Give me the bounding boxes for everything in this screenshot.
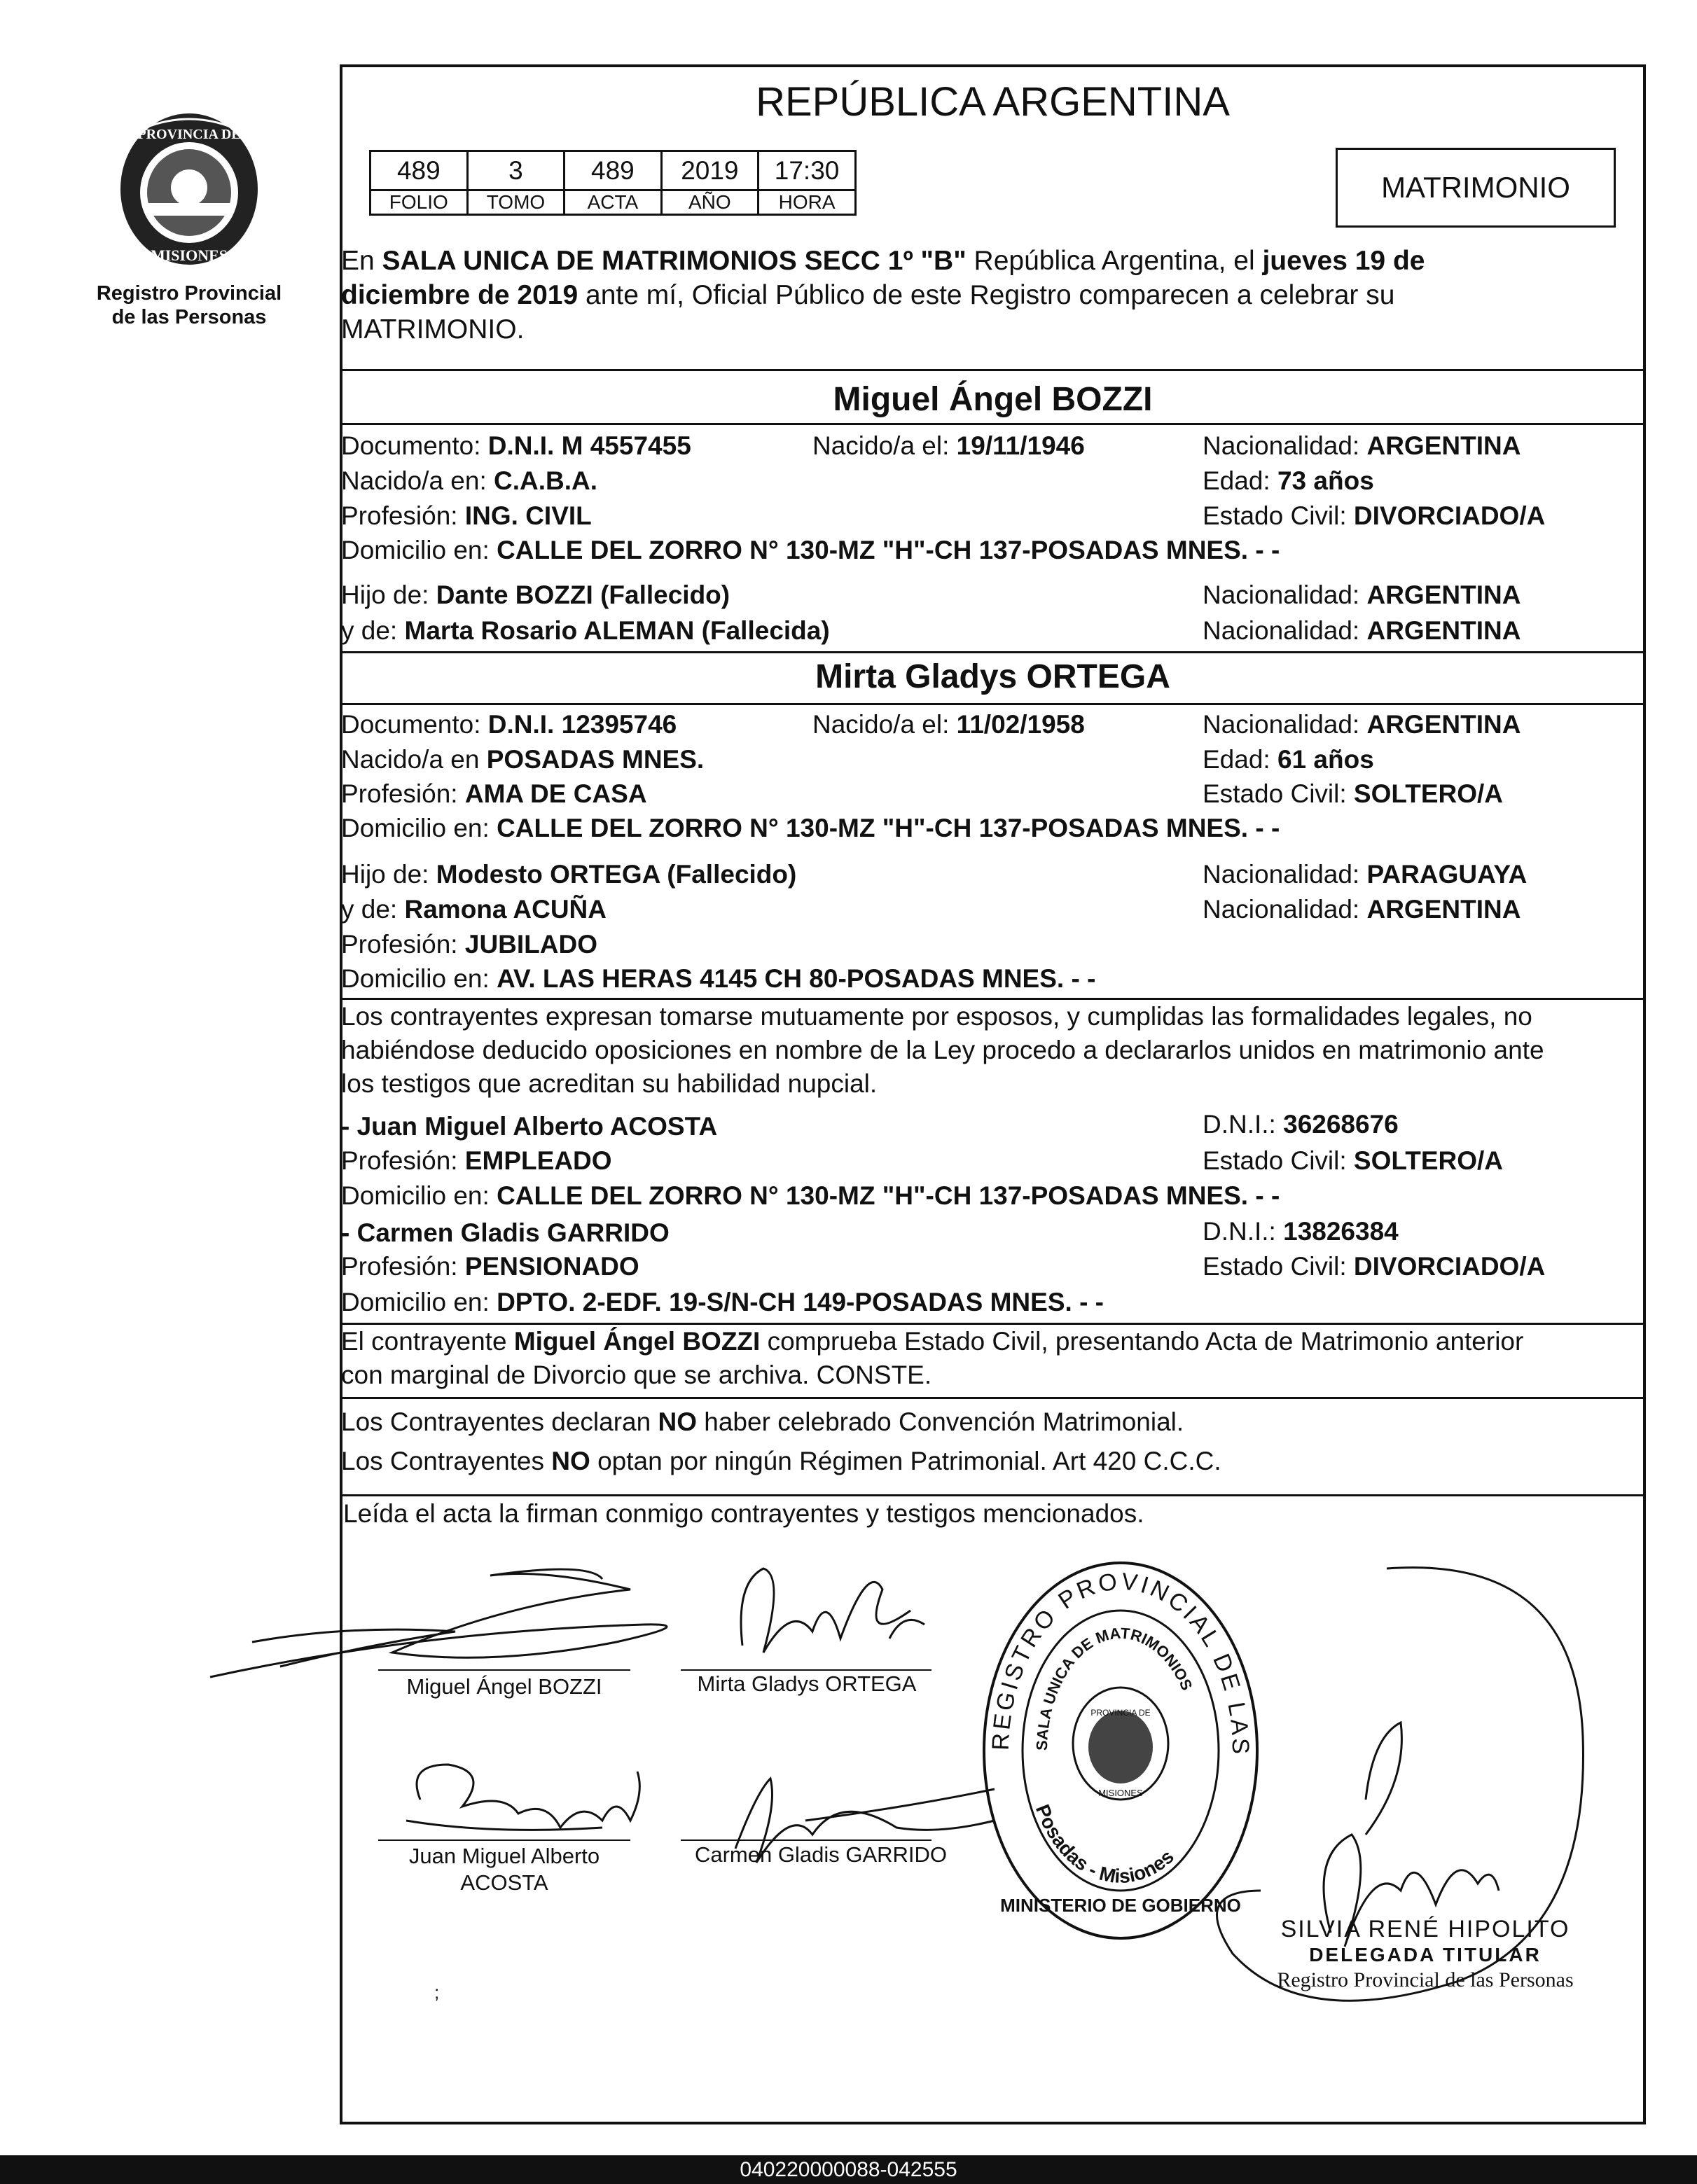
spouse2-name: Mirta Gladys ORTEGA [815, 658, 1170, 695]
signature-label-bozzi: Miguel Ángel BOZZI [406, 1674, 602, 1699]
spouse1-document: Documento: D.N.I. M 4557455 [341, 431, 691, 460]
spouse1-father-nationality: Nacionalidad: ARGENTINA [1203, 580, 1521, 609]
stamp-seal-bottom: MISIONES [1098, 1788, 1143, 1798]
folio-value: 489 [370, 151, 468, 190]
witness2-address: Domicilio en: DPTO. 2-EDF. 19-S/N-CH 149-POSADAS MNES. - - [341, 1288, 1104, 1316]
seal-text-bottom: MISIONES [150, 246, 228, 264]
official-office: Registro Provincial de las Personas [1277, 1968, 1574, 1991]
stamp-seal-top: PROVINCIA DE [1090, 1708, 1151, 1718]
stamp-bottom-text: MINISTERIO DE GOBIERNO [1000, 1895, 1241, 1916]
signature-ortega [741, 1569, 924, 1653]
spouse2-mother: y de: Ramona ACUÑA [341, 895, 607, 924]
official-round-stamp [974, 1554, 1268, 1947]
spouse1-birthdate: Nacido/a el: 19/11/1946 [812, 431, 1085, 460]
official-name: SILVIA RENÉ HIPOLITO [1280, 1916, 1570, 1942]
witness2-civil-status: Estado Civil: DIVORCIADO/A [1203, 1252, 1546, 1281]
stray-mark: ; [434, 1982, 440, 2003]
declaration-line2: habiéndose deducido oposiciones en nombre de la Ley procedo a declararlos unidos en matrimonio ante [341, 1036, 1544, 1064]
signature-label-garrido: Carmen Gladis GARRIDO [694, 1842, 948, 1867]
spouse2-birthdate: Nacido/a el: 11/02/1958 [812, 710, 1085, 739]
spouse2-document: Documento: D.N.I. 12395746 [341, 710, 677, 739]
hora-value: 17:30 [759, 151, 856, 190]
witness1-name: - Juan Miguel Alberto ACOSTA [341, 1112, 718, 1141]
witness1-civil-status: Estado Civil: SOLTERO/A [1203, 1146, 1504, 1175]
anio-value: 2019 [661, 151, 759, 190]
spouse1-father: Hijo de: Dante BOZZI (Fallecido) [341, 580, 730, 609]
intro-text-c: República Argentina, el [966, 246, 1263, 276]
page-title: REPÚBLICA ARGENTINA [756, 79, 1230, 125]
folio-label: FOLIO [370, 190, 468, 215]
regime-paragraph: Los Contrayentes declaran NO haber celebrado Convención Matrimonial. Los Contrayentes NO optan por ningún Régimen Patrimonial. Art 420 C.C.C. [341, 1407, 1221, 1475]
witness1-dni: D.N.I.: 36268676 [1203, 1110, 1399, 1139]
act-type-box: MATRIMONIO [1336, 148, 1616, 228]
spouse2-nationality: Nacionalidad: ARGENTINA [1203, 710, 1521, 739]
official-title: DELEGADA TITULAR [1309, 1944, 1542, 1966]
spouse2-profession: Profesión: AMA DE CASA [341, 779, 647, 808]
declaration-line3: los testigos que acreditan su habilidad nupcial. [341, 1069, 878, 1098]
acta-value: 489 [564, 151, 661, 190]
spouse1-nationality: Nacionalidad: ARGENTINA [1203, 431, 1521, 460]
spouse1-name: Miguel Ángel BOZZI [833, 381, 1153, 418]
intro-text-a: En [341, 246, 382, 276]
logo-caption-line2: de las Personas [111, 306, 267, 328]
anio-label: AÑO [661, 190, 759, 215]
stamp-inner-text: SALA UNICA DE MATRIMONIOS [1032, 1624, 1196, 1751]
tomo-label: TOMO [467, 190, 564, 215]
spouse2-age: Edad: 61 años [1203, 745, 1374, 774]
seal-text-top: PROVINCIA DE [137, 127, 241, 142]
spouse2-father: Hijo de: Modesto ORTEGA (Fallecido) [341, 860, 797, 889]
stamp-city-text: Posadas - Misiones [1031, 1801, 1178, 1888]
document-barcode-code: 040220000088-042555 [0, 2155, 1697, 2184]
intro-text-d: ante mí, Oficial Público de este Registro comparecen a celebrar su [578, 280, 1395, 310]
hora-label: HORA [759, 190, 856, 215]
spouse2-mother-nationality: Nacionalidad: ARGENTINA [1203, 895, 1521, 924]
spouse1-civil-status: Estado Civil: DIVORCIADO/A [1203, 501, 1546, 530]
official-signature-block [1268, 1915, 1583, 1994]
intro-date-a: jueves 19 de [1262, 246, 1425, 276]
witness2-profession: Profesión: PENSIONADO [341, 1252, 639, 1281]
closing-text: Leída el acta la firman conmigo contrayentes y testigos mencionados. [343, 1499, 1144, 1528]
spouse1-birthplace: Nacido/a en: C.A.B.A. [341, 466, 598, 495]
signature-bozzi [210, 1569, 667, 1677]
spouse2-civil-status: Estado Civil: SOLTERO/A [1203, 779, 1504, 808]
spouse1-profession: Profesión: ING. CIVIL [341, 501, 592, 530]
intro-act: MATRIMONIO. [341, 314, 525, 345]
spouse2-father-nationality: Nacionalidad: PARAGUAYA [1203, 860, 1528, 889]
spouse1-mother: y de: Marta Rosario ALEMAN (Fallecida) [341, 616, 830, 645]
signature-label-acosta: Juan Miguel Alberto ACOSTA [408, 1844, 600, 1895]
intro-sala: SALA UNICA DE MATRIMONIOS SECC 1º "B" [382, 246, 967, 276]
signature-label-ortega: Mirta Gladys ORTEGA [697, 1671, 917, 1696]
svg-text:Posadas - Misiones [1032, 1802, 1178, 1887]
witness2-dni: D.N.I.: 13826384 [1203, 1217, 1399, 1246]
logo-caption-line1: Registro Provincial [96, 282, 282, 305]
witness1-profession: Profesión: EMPLEADO [341, 1146, 612, 1175]
spouse2-address: Domicilio en: CALLE DEL ZORRO N° 130-MZ "H"-CH 137-POSADAS MNES. - - [341, 814, 1280, 842]
spouse1-address: Domicilio en: CALLE DEL ZORRO N° 130-MZ "H"-CH 137-POSADAS MNES. - - [341, 536, 1280, 564]
spouse1-age: Edad: 73 años [1203, 466, 1374, 495]
witness1-address: Domicilio en: CALLE DEL ZORRO N° 130-MZ "H"-CH 137-POSADAS MNES. - - [341, 1181, 1280, 1210]
stamp-outer-text: REGISTRO PROVINCIAL DE LAS [987, 1568, 1254, 1758]
tomo-value: 3 [467, 151, 564, 190]
signature-acosta [406, 1765, 639, 1830]
spouse1-mother-nationality: Nacionalidad: ARGENTINA [1203, 616, 1521, 645]
witness2-name: - Carmen Gladis GARRIDO [341, 1218, 670, 1247]
intro-date-b: diciembre de 2019 [341, 280, 579, 310]
civil-proof-paragraph: El contrayente Miguel Ángel BOZZI comprueba Estado Civil, presentando Acta de Matrimonio anterior con marginal de Divorcio que se archiva. CONSTE. [341, 1327, 1524, 1389]
spouse2-parent-address: Domicilio en: AV. LAS HERAS 4145 CH 80-POSADAS MNES. - - [341, 964, 1096, 993]
declaration-line1: Los contrayentes expresan tomarse mutuamente por esposos, y cumplidas las formalidades legales, no [341, 1002, 1532, 1031]
acta-label: ACTA [564, 190, 661, 215]
spouse2-parent-profession: Profesión: JUBILADO [341, 930, 597, 959]
spouse2-birthplace: Nacido/a en POSADAS MNES. [341, 745, 705, 774]
